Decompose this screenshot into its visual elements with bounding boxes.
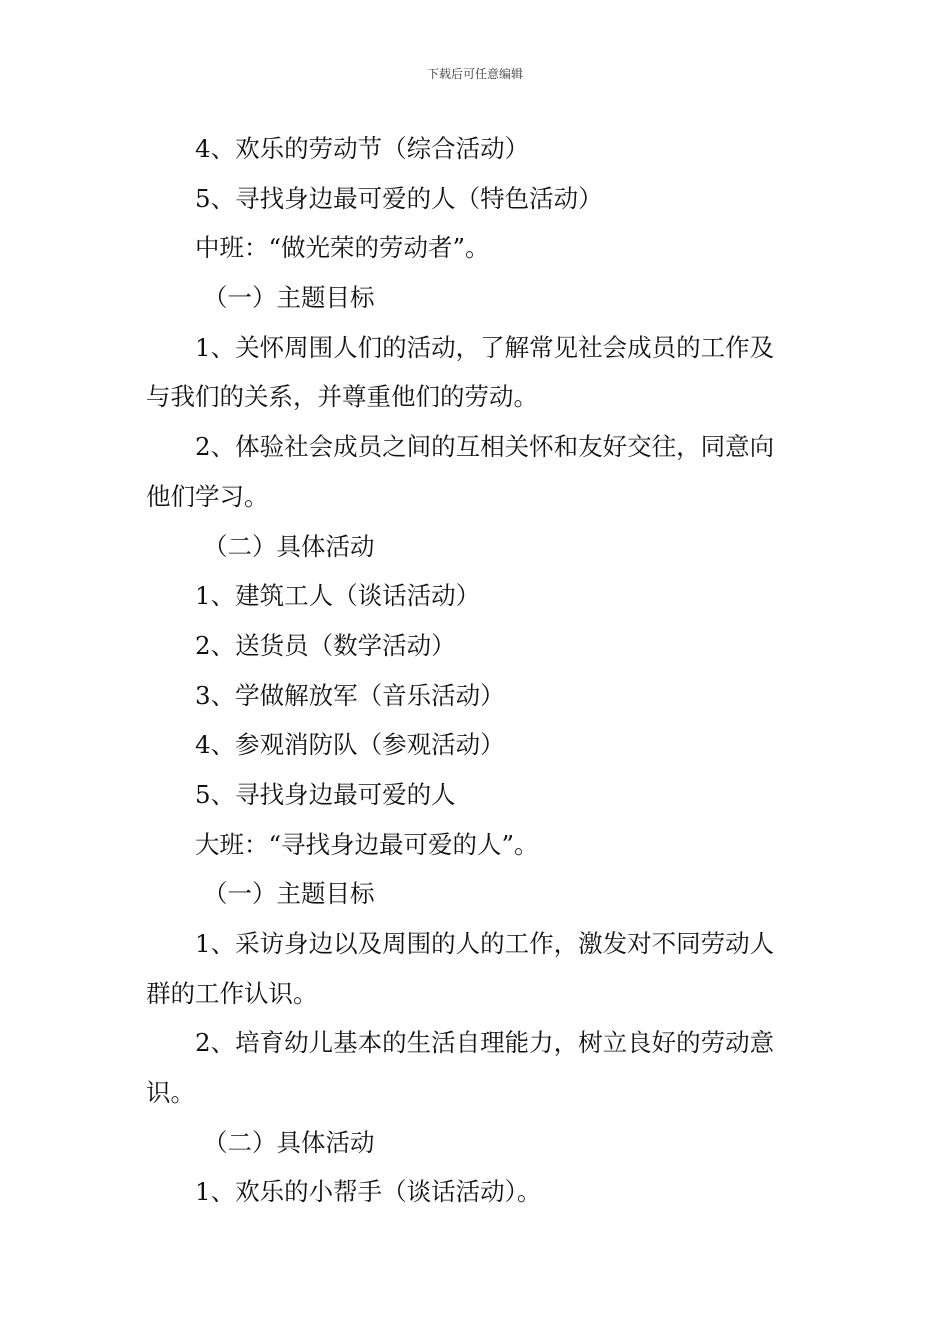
list-item: 3、学做解放军（音乐活动） bbox=[195, 680, 505, 710]
paragraph-line: 他们学习。 bbox=[146, 481, 269, 511]
subsection-heading: （一）主题目标 bbox=[203, 283, 375, 313]
subsection-heading: （一）主题目标 bbox=[203, 879, 375, 909]
list-item: 2、送货员（数学活动） bbox=[195, 630, 456, 660]
list-item: 4、欢乐的劳动节（综合活动） bbox=[195, 134, 530, 163]
paragraph-line: 1、关怀周围人们的活动，了解常见社会成员的工作及 bbox=[195, 332, 775, 362]
document-body bbox=[146, 124, 806, 1217]
paragraph-line: 识。 bbox=[146, 1078, 195, 1108]
section-heading: 中班：“做光荣的劳动者”。 bbox=[195, 233, 490, 263]
subsection-heading: （二）具体活动 bbox=[203, 531, 375, 561]
subsection-heading: （二）具体活动 bbox=[203, 1127, 375, 1157]
paragraph-line: 1、采访身边以及周围的人的工作，激发对不同劳动人 bbox=[195, 929, 775, 958]
list-item: 1、建筑工人（谈话活动） bbox=[195, 581, 481, 611]
paragraph-line: 与我们的关系，并尊重他们的劳动。 bbox=[146, 382, 538, 412]
list-item: 1、欢乐的小帮手（谈话活动）。 bbox=[195, 1177, 542, 1207]
paragraph-line: 2、体验社会成员之间的互相关怀和友好交往，同意向 bbox=[195, 432, 775, 462]
page-header: 下载后可任意编辑 bbox=[426, 67, 523, 81]
list-item: 5、寻找身边最可爱的人（特色活动） bbox=[195, 183, 603, 213]
paragraph-line: 2、培育幼儿基本的生活自理能力，树立良好的劳动意 bbox=[195, 1028, 775, 1058]
list-item: 5、寻找身边最可爱的人 bbox=[195, 779, 456, 809]
list-item: 4、参观消防队（参观活动） bbox=[195, 730, 505, 760]
paragraph-line: 群的工作认识。 bbox=[146, 978, 318, 1008]
section-heading: 大班：“寻找身边最可爱的人”。 bbox=[195, 829, 539, 859]
